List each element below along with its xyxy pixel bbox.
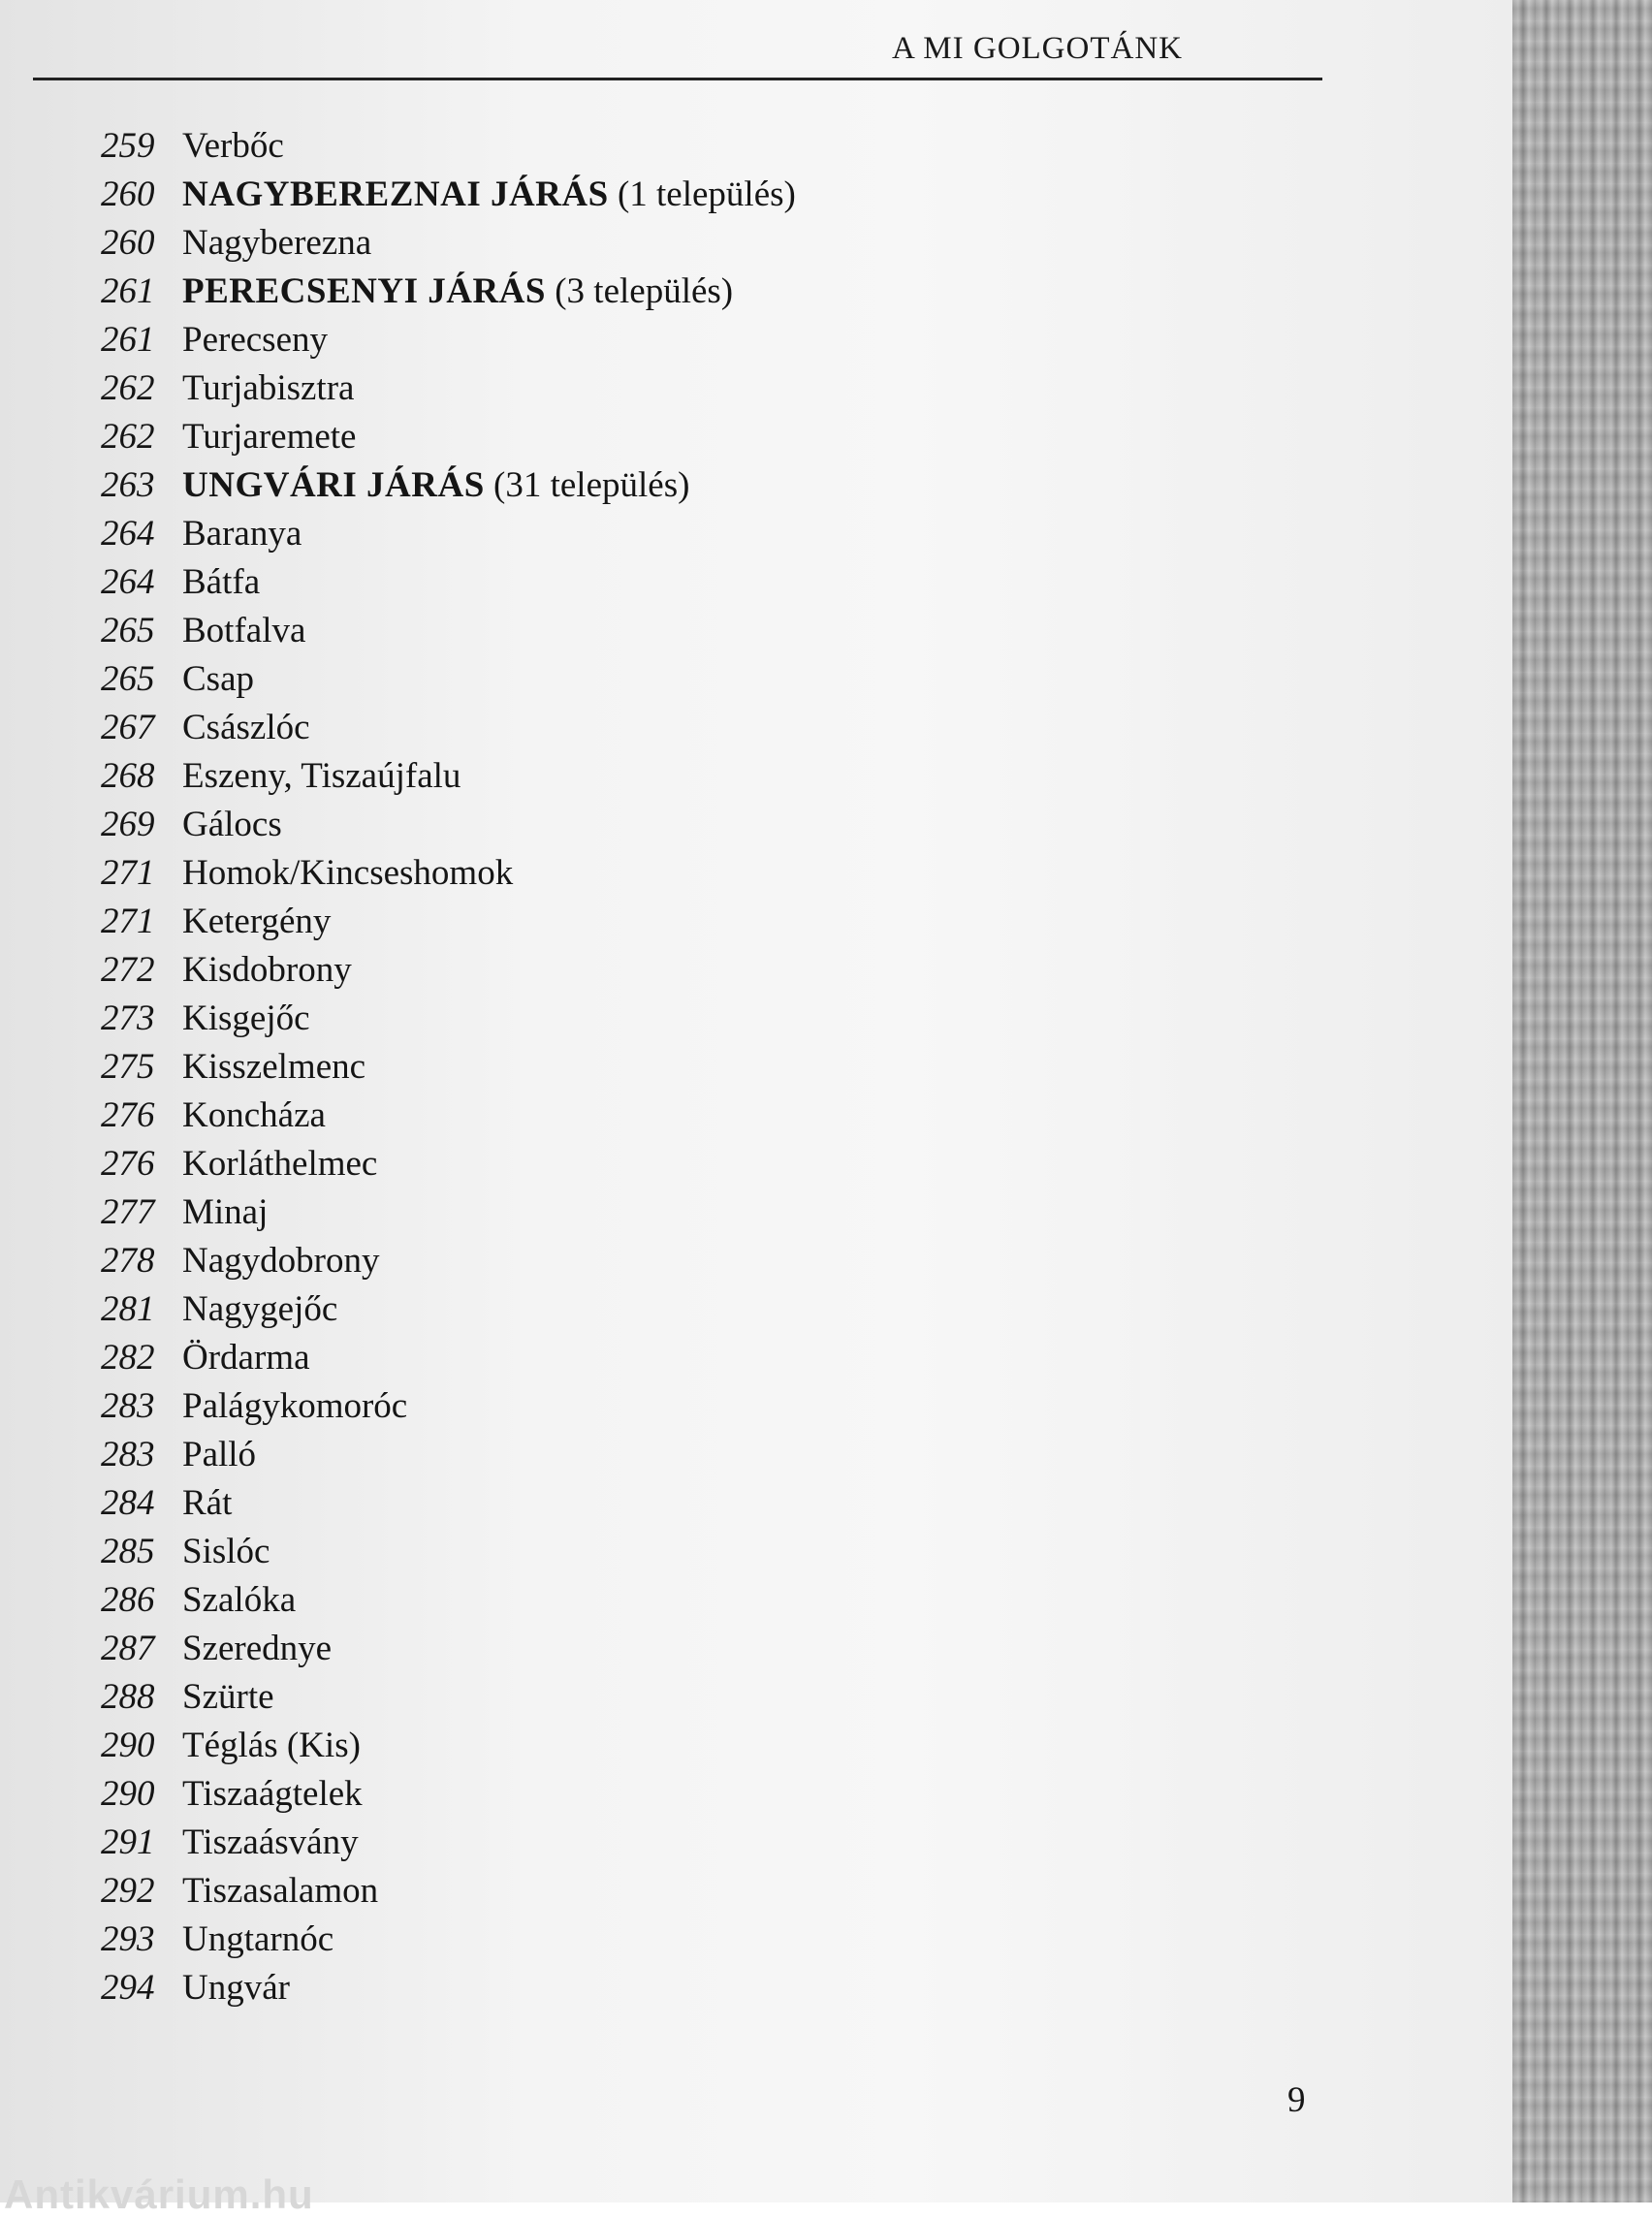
- toc-page-number: 261: [101, 271, 155, 311]
- toc-page-number: 262: [101, 368, 155, 408]
- toc-settlement-name: Tiszaágtelek: [182, 1774, 363, 1814]
- toc-entry: [101, 1188, 1070, 1237]
- toc-settlement-name: Kisgejőc: [182, 998, 310, 1038]
- toc-page-number: 282: [101, 1338, 155, 1378]
- toc-district-heading: NAGYBEREZNAI JÁRÁS: [182, 174, 609, 214]
- toc-settlement-name: Tiszasalamon: [182, 1871, 379, 1911]
- toc-settlement-name: Kisdobrony: [182, 950, 352, 990]
- toc-page-number: 267: [101, 708, 155, 747]
- toc-settlement-count: (31 település): [484, 465, 690, 505]
- toc-settlement-name: Szalóka: [182, 1580, 297, 1620]
- toc-entry: [101, 898, 1070, 946]
- toc-settlement-count: (3 település): [545, 271, 734, 311]
- toc-entry: [101, 1431, 1070, 1479]
- toc-settlement-name: Császlóc: [182, 708, 310, 747]
- toc-page-number: 293: [101, 1919, 155, 1959]
- toc-settlement-name: Ungtarnóc: [182, 1919, 334, 1959]
- toc-settlement-name: Szürte: [182, 1677, 274, 1717]
- toc-page-number: 268: [101, 756, 155, 796]
- toc-settlement-count: (1 település): [608, 174, 796, 214]
- toc-page-number: 260: [101, 223, 155, 263]
- toc-page-number: 271: [101, 902, 155, 941]
- toc-entry: [101, 1916, 1070, 1964]
- toc-page-number: 260: [101, 174, 155, 214]
- toc-entry: [101, 1043, 1070, 1092]
- toc-district-heading: PERECSENYI JÁRÁS: [182, 271, 546, 311]
- toc-settlement-name: Nagygejőc: [182, 1289, 338, 1329]
- toc-settlement-name: Ketergény: [182, 902, 332, 941]
- toc-entry: [101, 1576, 1070, 1625]
- toc-entry: [101, 268, 1070, 316]
- toc-page-number: 285: [101, 1532, 155, 1571]
- toc-page-number: 286: [101, 1580, 155, 1620]
- toc-settlement-name: Botfalva: [182, 611, 306, 650]
- toc-entry: [101, 1722, 1070, 1770]
- toc-page-number: 259: [101, 126, 155, 166]
- toc-settlement-name: Ördarma: [182, 1338, 310, 1378]
- toc-entry: [101, 801, 1070, 849]
- toc-page-number: 264: [101, 514, 155, 554]
- watermark: Antikvárium.hu: [4, 2171, 314, 2217]
- toc-entry: [101, 1770, 1070, 1819]
- toc-page-number: 290: [101, 1774, 155, 1814]
- toc-entry: [101, 1285, 1070, 1334]
- toc-settlement-name: Csap: [182, 659, 254, 699]
- toc-page-number: 261: [101, 320, 155, 360]
- toc-page-number: 265: [101, 659, 155, 699]
- toc-page-number: 294: [101, 1968, 155, 2008]
- toc-page-number: 281: [101, 1289, 155, 1329]
- toc-entry: [101, 1382, 1070, 1431]
- toc-entry: [101, 1625, 1070, 1673]
- toc-settlement-name: Turjabisztra: [182, 368, 355, 408]
- book-spine-edge: [1512, 0, 1652, 2202]
- toc-settlement-name: Turjaremete: [182, 417, 357, 457]
- toc-page-number: 273: [101, 998, 155, 1038]
- toc-entry: [101, 510, 1070, 558]
- toc-settlement-name: Palló: [182, 1435, 257, 1474]
- toc-entry: [101, 171, 1070, 219]
- toc-entry: [101, 558, 1070, 607]
- toc-page-number: 265: [101, 611, 155, 650]
- toc-settlement-name: Szerednye: [182, 1629, 333, 1668]
- toc-settlement-name: Homok/Kincseshomok: [182, 853, 514, 893]
- toc-entry: [101, 316, 1070, 364]
- contents-list: [101, 122, 1070, 2012]
- toc-page-number: 284: [101, 1483, 155, 1523]
- toc-page-number: 275: [101, 1047, 155, 1087]
- toc-entry: [101, 364, 1070, 413]
- toc-entry: [101, 655, 1070, 704]
- toc-settlement-name: Téglás (Kis): [182, 1726, 361, 1765]
- toc-entry: [101, 219, 1070, 268]
- toc-entry: [101, 704, 1070, 752]
- toc-entry: [101, 752, 1070, 801]
- toc-entry: [101, 946, 1070, 995]
- toc-page-number: 276: [101, 1095, 155, 1135]
- toc-page-number: 283: [101, 1386, 155, 1426]
- toc-page-number: 292: [101, 1871, 155, 1911]
- toc-page-number: 264: [101, 562, 155, 602]
- toc-entry: [101, 1334, 1070, 1382]
- toc-page-number: 263: [101, 465, 155, 505]
- toc-entry: [101, 1237, 1070, 1285]
- toc-entry: [101, 849, 1070, 898]
- toc-settlement-name: Sislóc: [182, 1532, 270, 1571]
- toc-entry: [101, 413, 1070, 461]
- toc-entry: [101, 1092, 1070, 1140]
- toc-page-number: 291: [101, 1822, 155, 1862]
- toc-entry: [101, 122, 1070, 171]
- toc-settlement-name: Nagydobrony: [182, 1241, 380, 1281]
- header-rule: [33, 78, 1322, 80]
- toc-settlement-name: Kisszelmenc: [182, 1047, 366, 1087]
- toc-entry: [101, 461, 1070, 510]
- toc-entry: [101, 1964, 1070, 2012]
- toc-page-number: 288: [101, 1677, 155, 1717]
- toc-settlement-name: Korláthelmec: [182, 1144, 378, 1184]
- toc-entry: [101, 1867, 1070, 1916]
- toc-page-number: 287: [101, 1629, 155, 1668]
- page-number: 9: [1287, 2080, 1306, 2120]
- toc-page-number: 277: [101, 1192, 155, 1232]
- toc-district-heading: UNGVÁRI JÁRÁS: [182, 465, 485, 505]
- toc-entry: [101, 607, 1070, 655]
- toc-settlement-name: Bátfa: [182, 562, 261, 602]
- toc-entry: [101, 1140, 1070, 1188]
- toc-page-number: 269: [101, 805, 155, 844]
- toc-page-number: 262: [101, 417, 155, 457]
- toc-settlement-name: Verbőc: [182, 126, 284, 166]
- toc-entry: [101, 1528, 1070, 1576]
- toc-settlement-name: Perecseny: [182, 320, 328, 360]
- toc-settlement-name: Baranya: [182, 514, 302, 554]
- toc-entry: [101, 1673, 1070, 1722]
- running-head: A MI GOLGOTÁNK: [892, 31, 1183, 66]
- toc-settlement-name: Tiszaásvány: [182, 1822, 359, 1862]
- toc-page-number: 278: [101, 1241, 155, 1281]
- toc-entry: [101, 1819, 1070, 1867]
- toc-settlement-name: Nagyberezna: [182, 223, 372, 263]
- toc-page-number: 276: [101, 1144, 155, 1184]
- spine-texture: [1512, 0, 1652, 2202]
- toc-settlement-name: Palágykomoróc: [182, 1386, 408, 1426]
- toc-entry: [101, 995, 1070, 1043]
- toc-page-number: 272: [101, 950, 155, 990]
- toc-page-number: 290: [101, 1726, 155, 1765]
- toc-settlement-name: Minaj: [182, 1192, 269, 1232]
- toc-settlement-name: Koncháza: [182, 1095, 326, 1135]
- toc-settlement-name: Eszeny, Tiszaújfalu: [182, 756, 461, 796]
- toc-settlement-name: Ungvár: [182, 1968, 290, 2008]
- toc-settlement-name: Rát: [182, 1483, 233, 1523]
- toc-page-number: 271: [101, 853, 155, 893]
- toc-settlement-name: Gálocs: [182, 805, 282, 844]
- toc-entry: [101, 1479, 1070, 1528]
- toc-page-number: 283: [101, 1435, 155, 1474]
